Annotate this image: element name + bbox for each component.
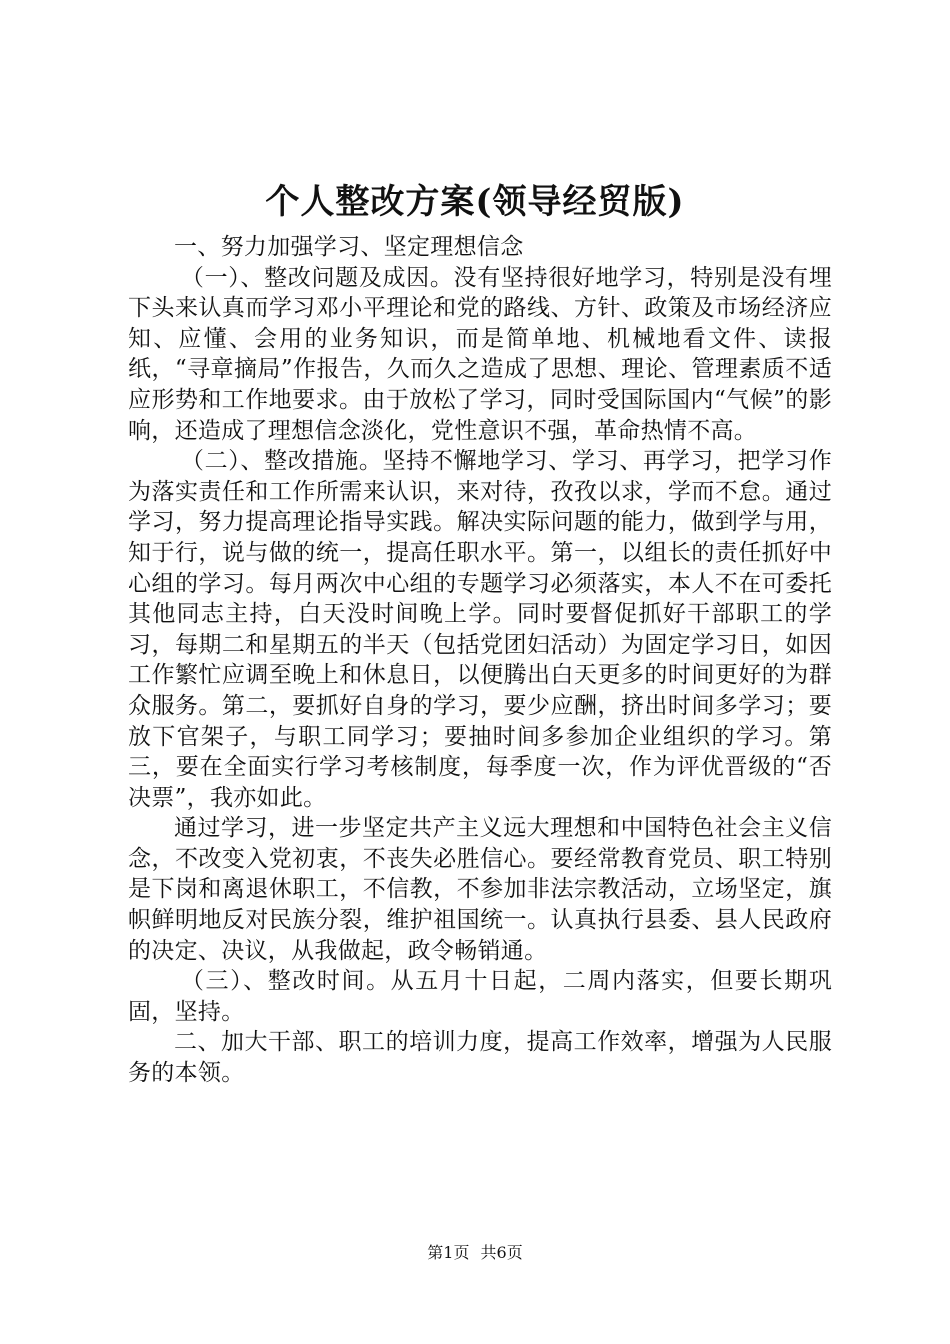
- page-footer: [0, 1242, 950, 1264]
- paragraph-beliefs: 通过学习，进一步坚定共产主义远大理想和中国特色社会主义信念，不改变入党初衷，不丧失必胜信心。要经常教育党员、职工特别是下岗和离退休职工，不信教，不参加非法宗教活动，立场坚定，旗帜鲜明地反对民族分裂，维护祖国统一。认真执行县委、县人民政府的决定、决议，从我做起，政令畅销通。: [128, 815, 832, 964]
- section-heading-2: 二、加大干部、职工的培训力度，提高工作效率，增强为人民服务的本领。: [128, 1029, 832, 1087]
- section-heading-1: 一、努力加强学习、坚定理想信念: [174, 234, 524, 260]
- paragraph-measures: （二）、整改措施。坚持不懈地学习、学习、再学习，把学习作为落实责任和工作所需来认识，来对待，孜孜以求，学而不怠。通过学习，努力提高理论指导实践。解决实际问题的能力，做到学与用，知于行，说与做的统一，提高任职水平。第一，以组长的责任抓好中心组的学习。每月两次中心组的专题学习必须落实，本人不在可委托其他同志主持，白天没时间晚上学。同时要督促抓好干部职工的学习，每期二和星期五的半天（包括党团妇活动）为固定学习日，如因工作繁忙应调至晚上和休息日，以便腾出白天更多的时间更好的为群众服务。第二，要抓好自身的学习，要少应酬，挤出时间多学习；要放下官架子，与职工同学习；要抽时间多参加企业组织的学习。第三，要在全面实行学习考核制度，每季度一次，作为评优晋级的“否决票”，我亦如此。: [128, 448, 832, 811]
- document-title: 个人整改方案(领导经贸版): [265, 182, 685, 222]
- paragraph-problems: （一）、整改问题及成因。没有坚持很好地学习，特别是没有埋下头来认真而学习邓小平理论和党的路线、方针、政策及市场经济应知、应懂、会用的业务知识，而是简单地、机械地看文件、读报纸，“寻章摘局”作报告，久而久之造成了思想、理论、管理素质不适应形势和工作地要求。由于放松了学习，同时受国际国内“气候”的影响，还造成了理想信念淡化，党性意识不强，革命热情不高。: [128, 264, 832, 444]
- paragraph-timeline: （三）、整改时间。从五月十日起，二周内落实，但要长期巩固，坚持。: [128, 968, 832, 1025]
- page-number: 第1页: [427, 1243, 470, 1262]
- document-body: [128, 232, 832, 1089]
- page-total: 共6页: [480, 1243, 523, 1262]
